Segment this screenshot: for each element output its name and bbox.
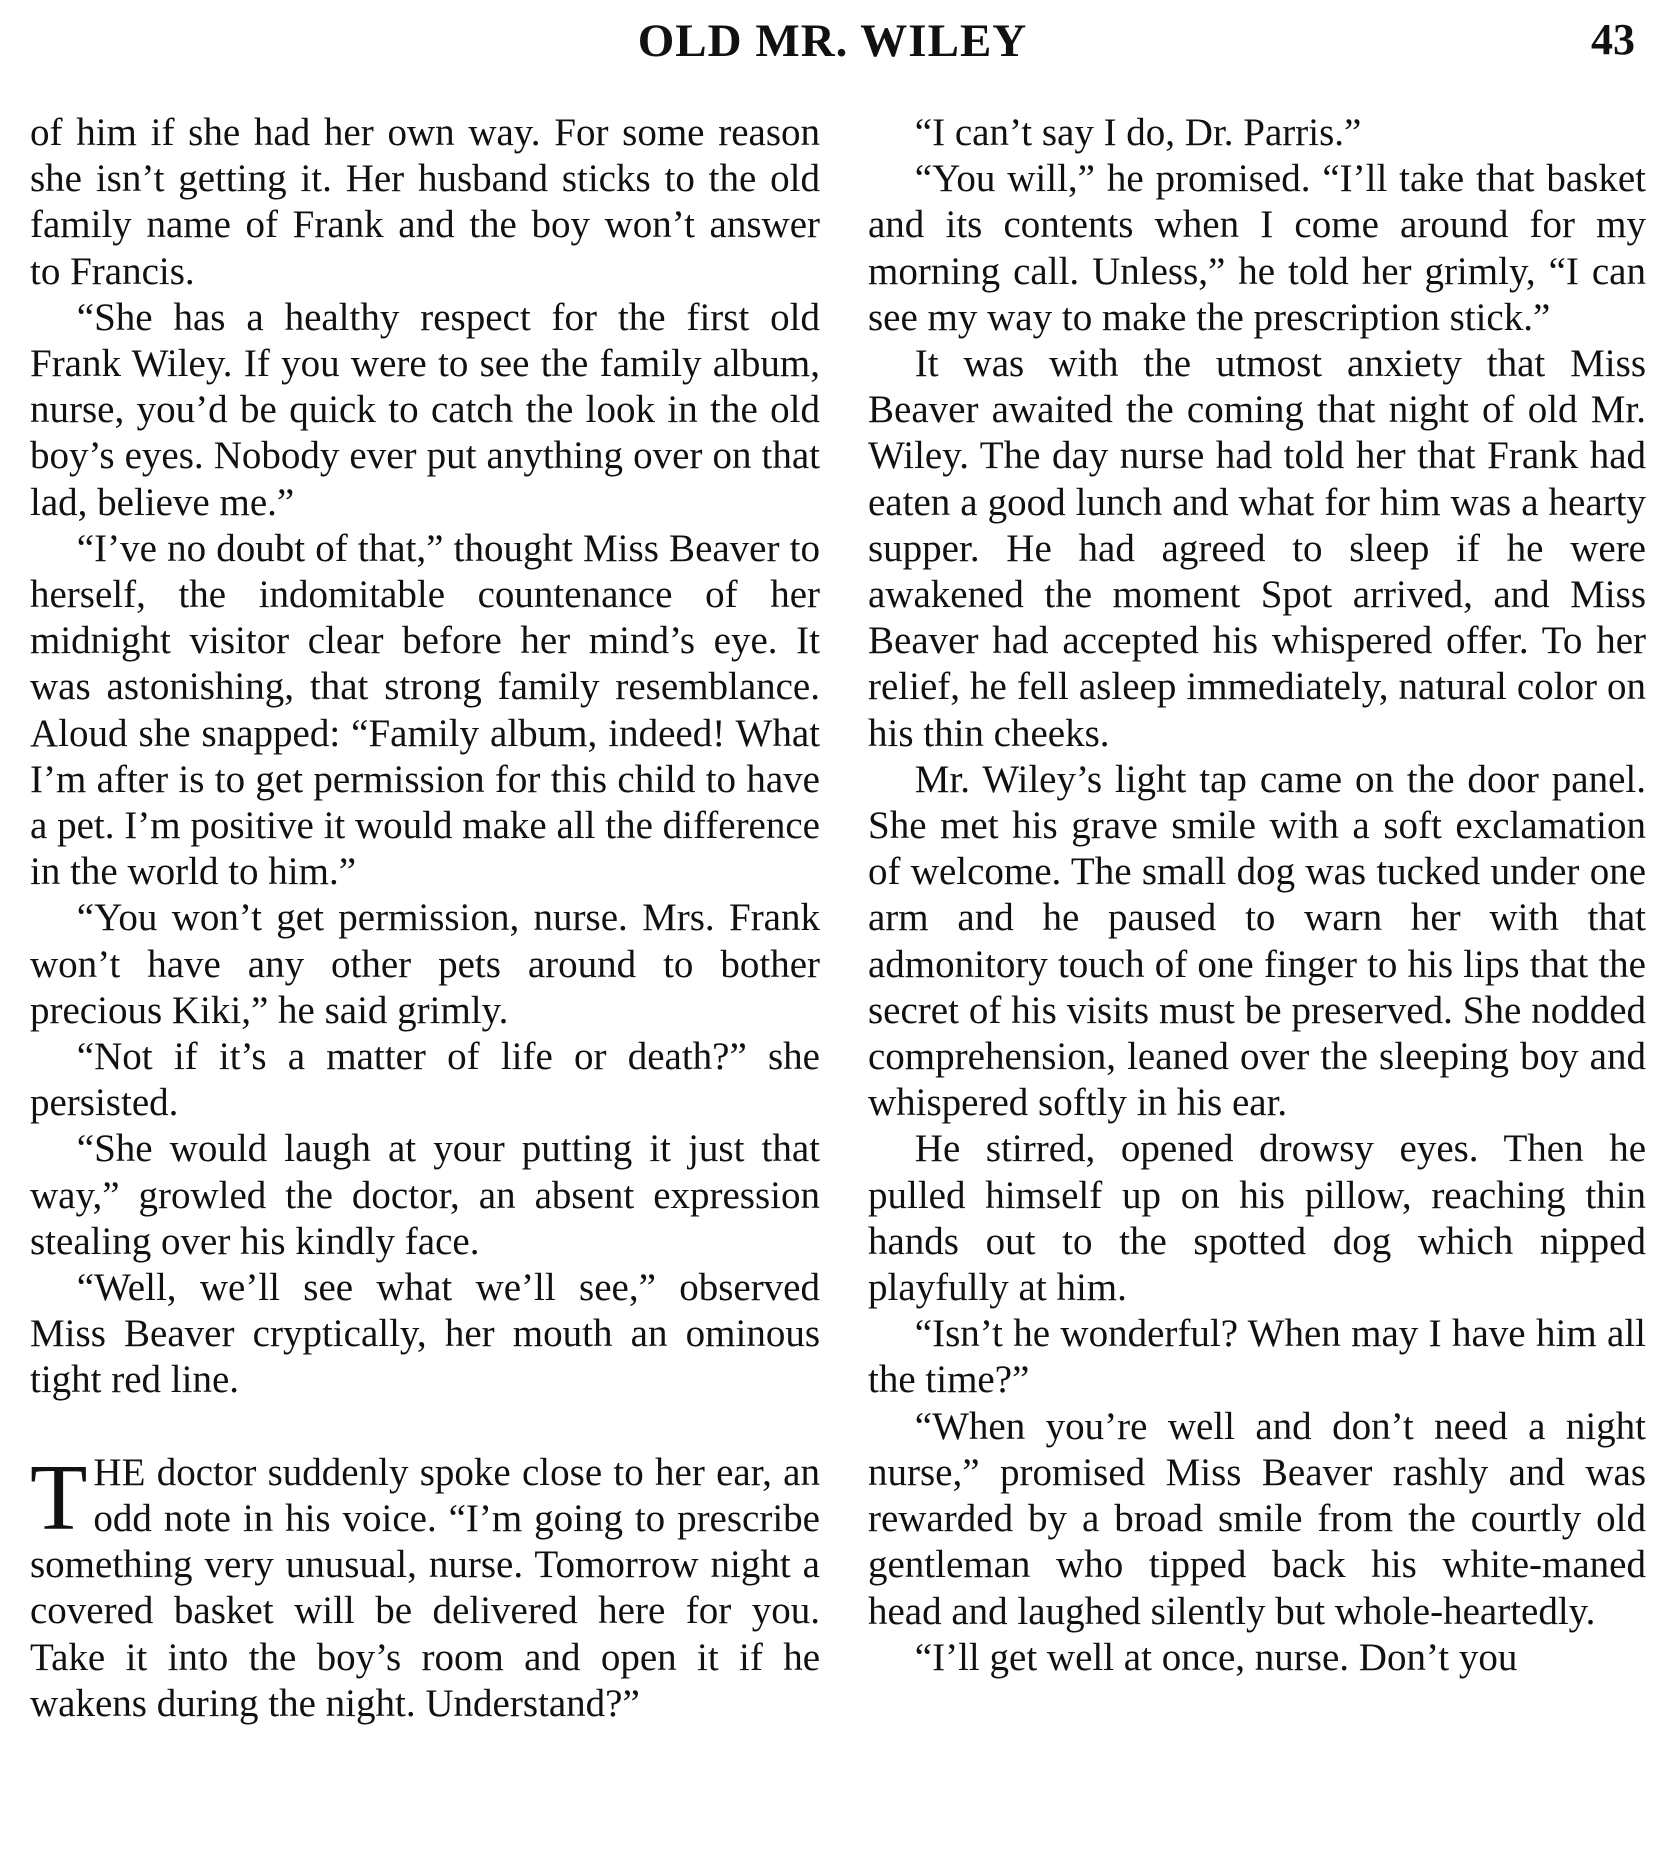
section-opening-paragraph <box>30 1445 820 1727</box>
paragraph: “I’ll get well at once, nurse. Don’t you <box>914 1635 1518 1679</box>
paragraph: “When you’re well and don’t need a night nurse,” promised Miss Beaver rashly and was rewarded by a broad smile from the courtly old gentleman who tipped back his white-maned head and laughed silently but whole-heartedly. <box>868 1404 1646 1633</box>
paragraph-text: doctor suddenly spoke close to her ear, an odd note in his voice. “I’m going to prescribe something very unusual, nurse. Tomorrow night a covered basket will be delivered here for you. Take it into the boy’s room and open it if he wakens during the night. Understand?” <box>30 1450 820 1725</box>
paragraph: Mr. Wiley’s light tap came on the door panel. She met his grave smile with a soft exclamation of welcome. The small dog was tucked under one arm and he paused to warn her with that admonitory touch of one finger to his lips that the secret of his visits must be preserved. She nodded comprehension, leaned over the sleeping boy and whispered softly in his ear. <box>868 757 1646 1125</box>
right-column <box>868 110 1646 1681</box>
paragraph: “You won’t get permission, nurse. Mrs. Frank won’t have any other pets around to bother precious Kiki,” he said grimly. <box>30 896 820 1032</box>
left-column <box>30 110 820 1727</box>
paragraph: “Not if it’s a matter of life or death?” she persisted. <box>30 1035 820 1125</box>
drop-cap: T <box>30 1445 88 1550</box>
page-header <box>30 14 1635 74</box>
paragraph: “She has a healthy respect for the first old Frank Wiley. If you were to see the family album, nurse, you’d be quick to catch the look in the old boy’s eyes. Nobody ever put anything over on that lad, believe me.” <box>30 295 820 524</box>
paragraph: “Isn’t he wonderful? When may I have him all the time?” <box>868 1312 1646 1402</box>
section-break <box>30 1404 820 1450</box>
paragraph: It was with the utmost anxiety that Miss Beaver awaited the coming that night of old Mr. Wiley. The day nurse had told her that Frank had eaten a good lunch and what for him was a hearty supper. He had agreed to sleep if he were awakened the moment Spot arrived, and Miss Beaver had accepted his whispered offer. To her relief, he fell asleep immediately, natural color on his thin cheeks. <box>868 342 1646 755</box>
paragraph: of him if she had her own way. For some reason she isn’t getting it. Her husband sticks to the old family name of Frank and the boy won’t answer to Francis. <box>30 111 820 293</box>
paragraph: “You will,” he promised. “I’ll take that basket and its contents when I come around for my morning call. Unless,” he told her grimly, “I can see my way to make the prescription stick.” <box>868 157 1646 339</box>
small-caps-lead: HE <box>93 1450 146 1494</box>
paragraph: “I’ve no doubt of that,” thought Miss Beaver to herself, the indomitable countenance of her midnight visitor clear before her mind’s eye. It was astonishing, that strong family resemblance. Aloud she snapped: “Family album, indeed! What I’m after is to get permission for this child to have a pet. I’m positive it would make all the difference in the world to him.” <box>30 526 820 894</box>
page-number: 43 <box>1591 15 1635 64</box>
paragraph: “She would laugh at your putting it just that way,” growled the doctor, an absent expression stealing over his kindly face. <box>30 1127 820 1263</box>
paragraph: He stirred, opened drowsy eyes. Then he pulled himself up on his pillow, reaching thin hands out to the spotted dog which nipped playfully at him. <box>868 1127 1646 1310</box>
paragraph: “Well, we’ll see what we’ll see,” observed Miss Beaver cryptically, her mouth an ominous tight red line. <box>30 1266 820 1402</box>
running-title: OLD MR. WILEY <box>637 15 1028 67</box>
paragraph: “I can’t say I do, Dr. Parris.” <box>914 111 1362 154</box>
